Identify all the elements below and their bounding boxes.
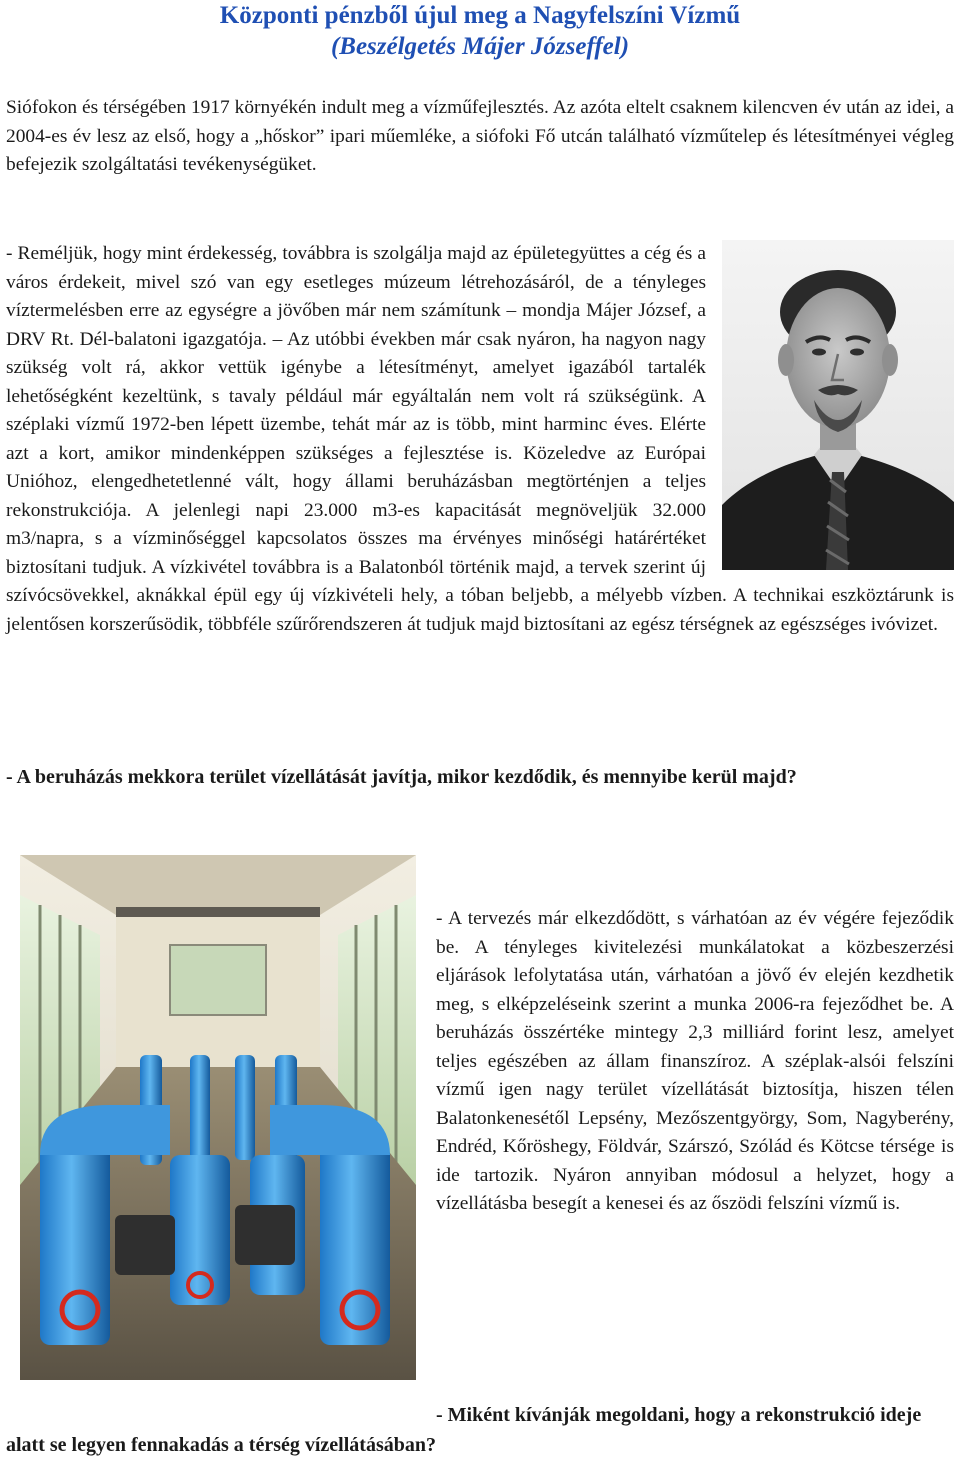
article-subtitle: (Beszélgetés Májer Józseffel) (330, 33, 630, 60)
main-paragraph: - Reméljük, hogy mint érdekesség, továbbra is szolgálja majd az épületegyüttes a cég és a város érdekeit, mivel szó van egy esetleges múzeum létrehozásáról, de a tényleges víztermelésben erre az egységre a jövőben már nem számítunk – mondja Májer József, a DRV Rt. Dél-balatoni igazgatója. – Az utóbbi években már csak nyáron, ha nagyon nagy szükség volt rá, akkor vettük igénybe a létesítményt, amelyet igazából tartalék lehetőségként kezeltünk, s tavaly például már egyáltalán nem volt rá szükségünk. A széplaki vízmű 1972-ben lépett üzembe, tehát már az is több, mint harminc éves. Elérte azt a kort, amikor mindenképpen szükséges a fejlesztése is. Közeledve az Európai Unióhoz, elengedhetetlenné vált, hogy állami beruházásban megtörténjen a teljes rekonstrukciója. A jelenlegi napi 23.000 m3-es kapacitását megnöveljük 32.000 m3/napra, s a vízminőséggel kapcsolatos összes ma érvényes minőségi határértéket biztosítani tudjuk. A vízkivétel továbbra is a Balatonból történik majd, a tervek szerint új szívócsövekkel, aknákkal épül egy új vízkivételi hely, a tóban beljebb, a mélyebb vízben. A technikai eszköztárunk is jelentősen korszerűsödik, többféle szűrőrendszeren át tudjuk majd biztosítani az egész térségnek az egészséges ivóvizet. (6, 243, 954, 635)
question-1: - A beruházás mekkora terület vízellátását javítja, mikor kezdődik, és mennyibe kerül majd? (6, 766, 797, 788)
answer-1: - A tervezés már elkezdődött, s várhatóan az év végére fejeződik be. A tényleges kivitelezési munkálatokat a közbeszerzési eljárások lefolytatása után, várhatóan a jövő év elején kezdhetik meg, s elképzeléseink szerint a munka 2006-ra fejeződhet be. A beruházás összértéke mintegy 2,3 milliárd forint lesz, amelyet teljes egészében az állam finanszíroz. A széplak-alsói felszíni vízmű igen nagy terület vízellátását biztosítja, hiszen télen Balatonkenesétől Lepsény, Mezőszentgyörgy, Som, Nagyberény, Endréd, Kőröshegy, Földvár, Szárszó, Szólád és Kötcse térsége is ide tartozik. Nyáron annyiban módosul a helyzet, hogy a vízellátásba besegít a kenesei és az őszödi felszíni vízmű is. (436, 908, 954, 1214)
pump-station-image (20, 855, 416, 1380)
portrait-photo (722, 240, 954, 570)
portrait-image (722, 240, 954, 570)
question-2: - Miként kívánják megoldani, hogy a rekonstrukció ideje alatt se legyen fennakadás a térség vízellátásában? (6, 1404, 922, 1456)
pump-station-photo (20, 855, 416, 1380)
article-title: Központi pénzből újul meg a Nagyfelszíni Vízmű (219, 2, 741, 29)
main-paragraph-block (6, 240, 954, 639)
headline (0, 0, 960, 62)
intro-paragraph: Siófokon és térségében 1917 környékén indult meg a vízműfejlesztés. Az azóta eltelt csaknem kilencven év után az idei, a 2004-es év lesz az első, hogy a „hőskor” ipari műemléke, a siófoki Fő utcán található vízműtelep és létesítményei végleg befejezik szolgáltatási tevékenységüket. (6, 97, 954, 175)
